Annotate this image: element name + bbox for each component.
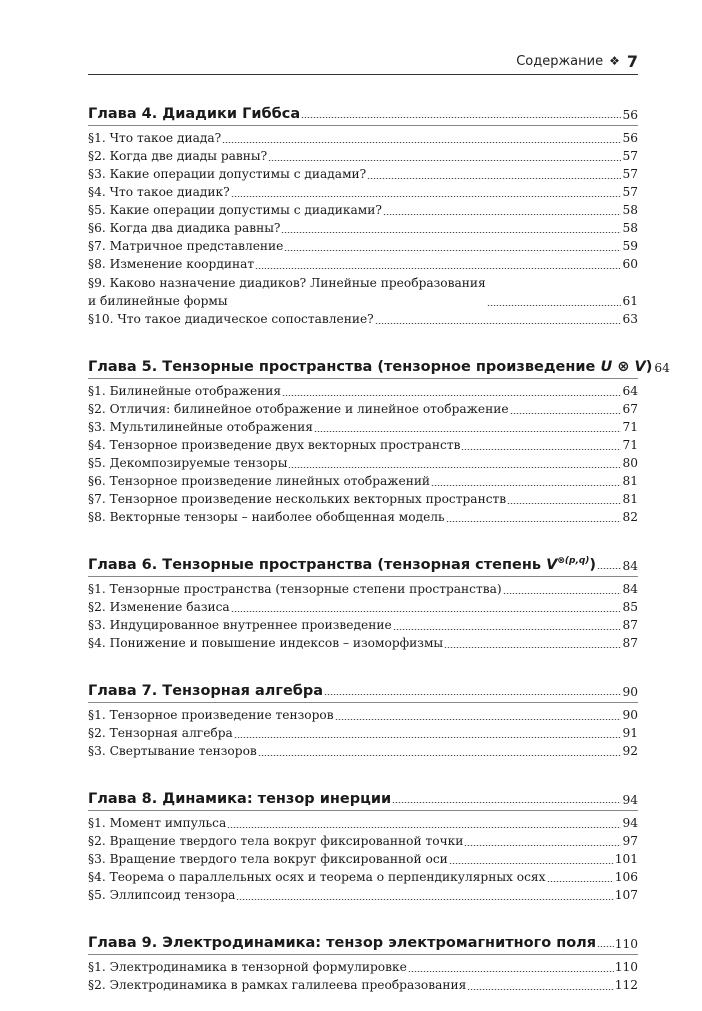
symbol-v: V <box>634 359 646 375</box>
chapter-title-row <box>88 921 638 951</box>
dot-leader <box>449 863 614 864</box>
chapter-title-suffix: ) <box>589 557 597 573</box>
toc-entry <box>88 454 638 472</box>
entry-page: 67 <box>622 402 638 416</box>
entry-page: 57 <box>622 185 638 199</box>
chapter-4 <box>88 92 638 328</box>
entry-page: 81 <box>622 474 638 488</box>
ornament-icon: ❖ <box>609 54 620 68</box>
tensor-power-superscript: ⊗(p,q) <box>557 556 590 567</box>
entry-page: 60 <box>622 257 638 271</box>
dot-leader <box>392 802 621 803</box>
chapter-title: Глава 7. Тензорная алгебра <box>88 683 324 699</box>
dot-leader <box>461 449 621 450</box>
toc-entry <box>88 310 638 328</box>
entry-title: §3. Свертывание тензоров <box>88 744 257 758</box>
entry-page: 87 <box>622 636 638 650</box>
toc-entry <box>88 472 638 490</box>
chapter-8 <box>88 777 638 904</box>
entry-page: 85 <box>622 600 638 614</box>
dot-leader <box>258 755 622 756</box>
chapter-page: 110 <box>614 937 638 951</box>
toc-entry <box>88 147 638 165</box>
dot-leader <box>464 845 621 846</box>
chapter-title-row <box>88 669 638 699</box>
dot-leader <box>282 395 621 396</box>
entry-title: §3. Вращение твердого тела вокруг фиксированной оси <box>88 852 448 866</box>
entry-title-line1: §9. Каково назначение диадиков? Линейные преобразования <box>88 276 486 290</box>
dot-leader <box>367 178 621 179</box>
toc-entry <box>88 165 638 183</box>
toc-entry <box>88 634 638 652</box>
dot-leader <box>324 694 621 695</box>
entry-title: §4. Теорема о параллельных осях и теорема о перпендикулярных осях <box>88 870 546 884</box>
entry-page: 71 <box>622 438 638 452</box>
symbol-v: V <box>546 557 558 573</box>
entry-title: §8. Изменение координат <box>88 257 255 271</box>
table-of-contents <box>88 92 670 1011</box>
entry-page: 92 <box>622 744 638 758</box>
entry-page: 57 <box>622 167 638 181</box>
chapter-6 <box>88 543 638 652</box>
entry-page: 90 <box>622 708 638 722</box>
dot-leader <box>383 214 622 215</box>
entry-page: 101 <box>614 852 638 866</box>
toc-entry <box>88 742 638 760</box>
chapter-title-suffix: ) <box>645 359 653 375</box>
chapter-page: 56 <box>622 108 638 122</box>
toc-entry <box>88 868 638 886</box>
chapter-9 <box>88 921 638 994</box>
entry-page: 56 <box>622 131 638 145</box>
otimes-symbol: ⊗ <box>612 359 635 375</box>
toc-entry <box>88 616 638 634</box>
entry-title: §5. Эллипсоид тензора <box>88 888 236 902</box>
entry-page: 80 <box>622 456 638 470</box>
chapter-page: 84 <box>622 559 638 573</box>
chapter-title-prefix: Глава 5. Тензорные пространства (тензорное произведение <box>88 359 601 375</box>
entry-page: 87 <box>622 618 638 632</box>
entry-title-line2: и билинейные формы <box>88 294 228 308</box>
entry-title: §6. Когда два диадика равны? <box>88 221 281 235</box>
dot-leader <box>281 232 621 233</box>
chapter-page: 90 <box>622 685 638 699</box>
entry-title <box>88 274 486 310</box>
toc-entry <box>88 400 638 418</box>
chapter-title: Глава 9. Электродинамика: тензор электромагнитного поля <box>88 935 597 951</box>
entry-page: 63 <box>622 312 638 326</box>
dot-leader <box>255 268 621 269</box>
toc-entry <box>88 976 638 994</box>
dot-leader <box>231 196 622 197</box>
toc-entry <box>88 724 638 742</box>
chapter-rule <box>88 954 638 955</box>
toc-entry <box>88 598 638 616</box>
entry-page: 59 <box>622 239 638 253</box>
entry-title: §2. Вращение твердого тела вокруг фиксированной точки <box>88 834 464 848</box>
running-header-label: Содержание <box>516 53 604 69</box>
dot-leader <box>431 485 621 486</box>
entry-page: 58 <box>622 221 638 235</box>
chapter-title-row <box>88 345 670 375</box>
dot-leader <box>375 323 622 324</box>
dot-leader <box>234 737 622 738</box>
toc-entry <box>88 255 638 273</box>
entry-page: 82 <box>622 510 638 524</box>
entry-title: §2. Когда две диады равны? <box>88 149 268 163</box>
chapter-title: Глава 8. Динамика: тензор инерции <box>88 791 392 807</box>
entry-title: §7. Тензорное произведение нескольких векторных пространств <box>88 492 507 506</box>
entry-title: §2. Тензорная алгебра <box>88 726 233 740</box>
dot-leader <box>547 881 614 882</box>
chapter-page: 64 <box>654 361 670 375</box>
entry-title: §4. Понижение и повышение индексов – изоморфизмы <box>88 636 444 650</box>
running-header <box>88 48 638 75</box>
chapter-title <box>88 359 652 375</box>
entry-title: §1. Электродинамика в тензорной формулировке <box>88 960 407 974</box>
symbol-u: U <box>600 359 613 375</box>
dot-leader <box>597 568 621 569</box>
chapter-rule <box>88 810 638 811</box>
entry-title: §3. Мультилинейные отображения <box>88 420 313 434</box>
toc-entry <box>88 706 638 724</box>
chapter-title-row <box>88 543 638 573</box>
dot-leader <box>301 117 621 118</box>
chapter-rule <box>88 378 638 379</box>
dot-leader <box>467 989 613 990</box>
entry-title: §10. Что такое диадическое сопоставление? <box>88 312 374 326</box>
entry-title: §8. Векторные тензоры – наиболее обобщенная модель <box>88 510 445 524</box>
toc-entry <box>88 418 638 436</box>
entry-title: §5. Какие операции допустимы с диадиками? <box>88 203 382 217</box>
toc-entry <box>88 237 638 255</box>
toc-entry <box>88 382 638 400</box>
chapter-title <box>88 556 596 573</box>
entry-title: §7. Матричное представление <box>88 239 284 253</box>
entry-page: 106 <box>614 870 638 884</box>
toc-entry <box>88 129 638 147</box>
entry-title: §2. Электродинамика в рамках галилеева преобразования <box>88 978 467 992</box>
entry-page: 84 <box>622 582 638 596</box>
dot-leader <box>444 647 621 648</box>
dot-leader <box>510 413 622 414</box>
entry-page: 71 <box>622 420 638 434</box>
chapter-rule <box>88 576 638 577</box>
entry-title: §3. Какие операции допустимы с диадами? <box>88 167 367 181</box>
chapter-5 <box>88 345 670 526</box>
entry-title: §1. Тензорное произведение тензоров <box>88 708 334 722</box>
toc-entry <box>88 886 638 904</box>
chapter-rule <box>88 125 638 126</box>
entry-title: §1. Момент импульса <box>88 816 227 830</box>
dot-leader <box>487 305 622 306</box>
toc-entry <box>88 219 638 237</box>
entry-title: §4. Что такое диадик? <box>88 185 230 199</box>
entry-title: §1. Билинейные отображения <box>88 384 282 398</box>
entry-page: 97 <box>622 834 638 848</box>
entry-page: 64 <box>622 384 638 398</box>
entry-title: §3. Индуцированное внутреннее произведение <box>88 618 392 632</box>
entry-title: §2. Изменение базиса <box>88 600 230 614</box>
toc-entry <box>88 273 638 310</box>
toc-entry <box>88 850 638 868</box>
page-number: 7 <box>626 51 638 71</box>
entry-title: §6. Тензорное произведение линейных отображений <box>88 474 431 488</box>
dot-leader <box>288 467 621 468</box>
toc-entry <box>88 201 638 219</box>
entry-page: 61 <box>622 294 638 308</box>
toc-entry <box>88 490 638 508</box>
dot-leader <box>222 142 621 143</box>
chapter-page: 94 <box>622 793 638 807</box>
entry-page: 81 <box>622 492 638 506</box>
dot-leader <box>236 899 613 900</box>
toc-entry <box>88 508 638 526</box>
dot-leader <box>408 971 614 972</box>
toc-entry <box>88 958 638 976</box>
dot-leader <box>314 431 622 432</box>
chapter-rule <box>88 702 638 703</box>
entry-page: 110 <box>614 960 638 974</box>
chapter-7 <box>88 669 638 760</box>
toc-entry <box>88 580 638 598</box>
toc-entry <box>88 832 638 850</box>
toc-entry <box>88 814 638 832</box>
dot-leader <box>446 521 622 522</box>
chapter-title-prefix: Глава 6. Тензорные пространства (тензорная степень <box>88 557 547 573</box>
entry-page: 91 <box>622 726 638 740</box>
chapter-title: Глава 4. Диадики Гиббса <box>88 106 301 122</box>
chapter-title-row <box>88 92 638 122</box>
dot-leader <box>227 827 621 828</box>
entry-title: §5. Декомпозируемые тензоры <box>88 456 288 470</box>
dot-leader <box>335 719 622 720</box>
dot-leader <box>393 629 622 630</box>
toc-entry <box>88 436 638 454</box>
entry-title: §4. Тензорное произведение двух векторных пространств <box>88 438 461 452</box>
dot-leader <box>284 250 621 251</box>
chapter-title-row <box>88 777 638 807</box>
dot-leader <box>503 593 622 594</box>
dot-leader <box>597 946 614 947</box>
toc-entry <box>88 183 638 201</box>
dot-leader <box>231 611 622 612</box>
entry-page: 107 <box>614 888 638 902</box>
entry-title: §2. Отличия: билинейное отображение и линейное отображение <box>88 402 509 416</box>
dot-leader <box>507 503 621 504</box>
dot-leader <box>268 160 621 161</box>
entry-page: 112 <box>614 978 638 992</box>
entry-page: 94 <box>622 816 638 830</box>
entry-page: 57 <box>622 149 638 163</box>
entry-title: §1. Тензорные пространства (тензорные степени пространства) <box>88 582 502 596</box>
entry-page: 58 <box>622 203 638 217</box>
entry-title: §1. Что такое диада? <box>88 131 222 145</box>
